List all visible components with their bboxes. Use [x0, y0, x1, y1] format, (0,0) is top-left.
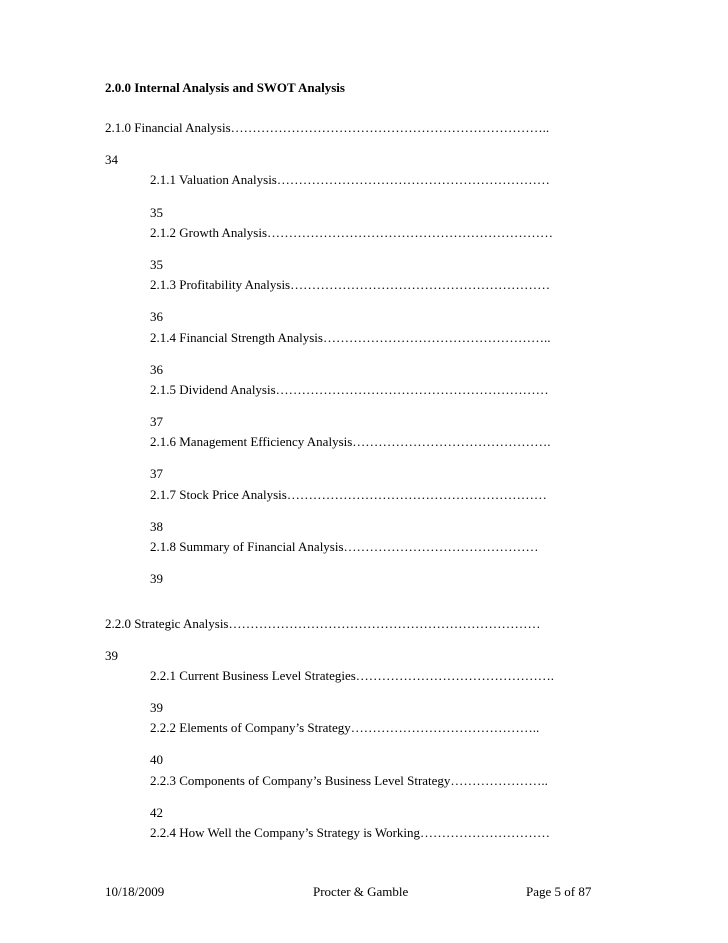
toc-entry-2-1-3: 2.1.3 Profitability Analysis……………………………………………………	[150, 277, 551, 292]
toc-page-2-1-8: 39	[150, 571, 163, 586]
toc-page-2-1-7: 38	[150, 519, 163, 534]
toc-entry-2-2-1: 2.2.1 Current Business Level Strategies……………………………………….	[150, 668, 555, 683]
toc-entry-2-1-4: 2.1.4 Financial Strength Analysis……………………………………………..	[150, 330, 551, 345]
toc-page-2-1-5: 37	[150, 414, 163, 429]
footer-page-number: Page 5 of 87	[526, 884, 592, 899]
toc-entry-2-1-0: 2.1.0 Financial Analysis………………………………………………………………..	[105, 120, 550, 135]
footer-title: Procter & Gamble	[313, 884, 409, 899]
toc-entry-2-2-3: 2.2.3 Components of Company’s Business Level Strategy…………………..	[150, 773, 548, 788]
toc-page-2-1-6: 37	[150, 466, 163, 481]
toc-page-2-1-4: 36	[150, 362, 163, 377]
toc-page-2-1-1: 35	[150, 205, 163, 220]
toc-entry-2-1-8: 2.1.8 Summary of Financial Analysis………………………………………	[150, 539, 539, 554]
toc-page-2-2-3: 42	[150, 805, 163, 820]
toc-entry-2-1-1: 2.1.1 Valuation Analysis………………………………………………………	[150, 172, 550, 187]
toc-entry-2-1-6: 2.1.6 Management Efficiency Analysis……………………………………….	[150, 434, 551, 449]
toc-page-2-1-3: 36	[150, 309, 163, 324]
toc-page-2-1-2: 35	[150, 257, 163, 272]
footer-date: 10/18/2009	[105, 884, 165, 899]
toc-entry-2-1-2: 2.1.2 Growth Analysis…………………………………………………………	[150, 225, 553, 240]
section-heading: 2.0.0 Internal Analysis and SWOT Analysis	[105, 80, 345, 95]
toc-entry-2-1-5: 2.1.5 Dividend Analysis………………………………………………………	[150, 382, 549, 397]
toc-page-2-2-1: 39	[150, 700, 163, 715]
toc-entry-2-1-7: 2.1.7 Stock Price Analysis……………………………………………………	[150, 487, 547, 502]
toc-page-2-2-2: 40	[150, 752, 163, 767]
toc-entry-2-2-0: 2.2.0 Strategic Analysis………………………………………………………………	[105, 616, 541, 631]
toc-page-2-1-0: 34	[105, 152, 118, 167]
toc-entry-2-2-2: 2.2.2 Elements of Company’s Strategy……………………………………..	[150, 720, 540, 735]
toc-entry-2-2-4: 2.2.4 How Well the Company’s Strategy is Working…………………………	[150, 825, 551, 840]
toc-page-2-2-0: 39	[105, 648, 118, 663]
